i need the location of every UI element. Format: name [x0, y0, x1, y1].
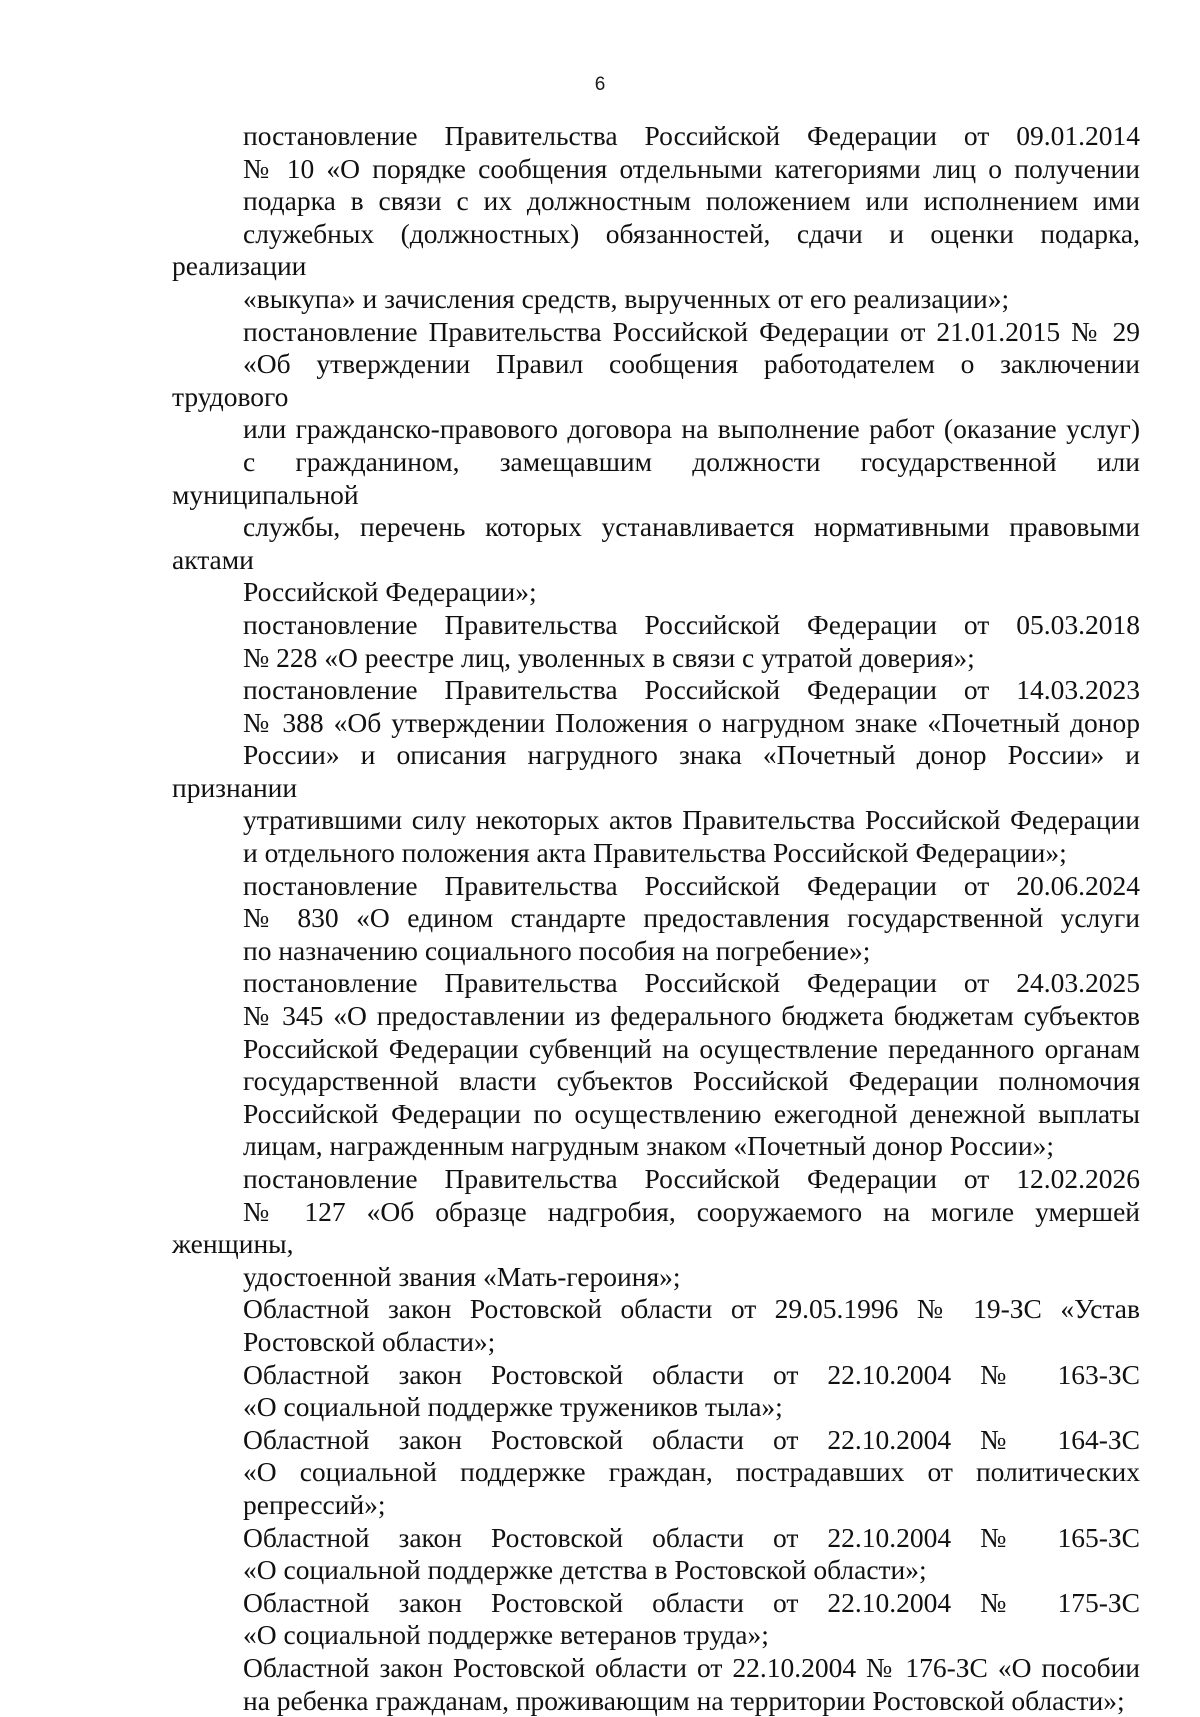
act-paragraph — [172, 120, 1140, 316]
paragraph-line: «О социальной поддержке тружеников тыла»; — [172, 1391, 1140, 1424]
paragraph-line: и отдельного положения акта Правительства Российской Федерации»; — [172, 837, 1140, 870]
paragraph-line: подарка в связи с их должностным положением или исполнением ими — [172, 185, 1140, 218]
paragraph-line: по назначению социального пособия на погребение»; — [172, 935, 1140, 968]
paragraph-line: государственной власти субъектов Российской Федерации полномочия — [172, 1065, 1140, 1098]
paragraph-line: удостоенной звания «Мать-героиня»; — [172, 1261, 1140, 1294]
paragraph-line: Российской Федерации субвенций на осуществление переданного органам — [172, 1033, 1140, 1066]
act-paragraph — [172, 609, 1140, 674]
paragraph-line: на ребенка гражданам, проживающим на территории Ростовской области»; — [172, 1685, 1140, 1717]
act-paragraph — [172, 1522, 1140, 1587]
paragraph-line: Ростовской области»; — [172, 1326, 1140, 1359]
paragraph-line: № 228 «О реестре лиц, уволенных в связи с утратой доверия»; — [172, 642, 1140, 675]
paragraph-line: Российской Федерации по осуществлению ежегодной денежной выплаты — [172, 1098, 1140, 1131]
paragraph-line: репрессий»; — [172, 1489, 1140, 1522]
paragraph-line: № 830 «О едином стандарте предоставления государственной услуги — [172, 902, 1140, 935]
act-paragraph — [172, 1587, 1140, 1652]
paragraph-line: служебных (должностных) обязанностей, сдачи и оценки подарка, реализации — [172, 218, 1140, 283]
paragraph-line: Областной закон Ростовской области от 22.10.2004 № 164-ЗС — [172, 1424, 1140, 1457]
page-number: 6 — [0, 74, 1200, 96]
paragraph-line: № 388 «Об утверждении Положения о нагрудном знаке «Почетный донор — [172, 707, 1140, 740]
document-body — [172, 120, 1140, 1717]
paragraph-line: Областной закон Ростовской области от 22.10.2004 № 163-ЗС — [172, 1359, 1140, 1392]
paragraph-line: лицам, награжденным нагрудным знаком «Почетный донор России»; — [172, 1130, 1140, 1163]
paragraph-line: России» и описания нагрудного знака «Почетный донор России» и признании — [172, 739, 1140, 804]
act-paragraph — [172, 316, 1140, 609]
paragraph-line: Областной закон Ростовской области от 22.10.2004 № 175-ЗС — [172, 1587, 1140, 1620]
paragraph-line: Российской Федерации»; — [172, 576, 1140, 609]
paragraph-line: постановление Правительства Российской Федерации от 12.02.2026 — [172, 1163, 1140, 1196]
paragraph-line: «Об утверждении Правил сообщения работодателем о заключении трудового — [172, 348, 1140, 413]
paragraph-line: постановление Правительства Российской Федерации от 20.06.2024 — [172, 870, 1140, 903]
paragraph-line: утратившими силу некоторых актов Правительства Российской Федерации — [172, 804, 1140, 837]
act-paragraph — [172, 967, 1140, 1163]
paragraph-line: или гражданско-правового договора на выполнение работ (оказание услуг) — [172, 413, 1140, 446]
paragraph-line: «О социальной поддержке детства в Ростовской области»; — [172, 1554, 1140, 1587]
act-paragraph — [172, 870, 1140, 968]
paragraph-line: Областной закон Ростовской области от 22.10.2004 № 176-ЗС «О пособии — [172, 1652, 1140, 1685]
paragraph-line: постановление Правительства Российской Федерации от 05.03.2018 — [172, 609, 1140, 642]
act-paragraph — [172, 1652, 1140, 1717]
act-paragraph — [172, 1424, 1140, 1522]
paragraph-line: № 10 «О порядке сообщения отдельными категориями лиц о получении — [172, 153, 1140, 186]
paragraph-line: постановление Правительства Российской Федерации от 24.03.2025 — [172, 967, 1140, 1000]
paragraph-line: № 345 «О предоставлении из федерального бюджета бюджетам субъектов — [172, 1000, 1140, 1033]
paragraph-line: Областной закон Ростовской области от 29.05.1996 № 19-ЗС «Устав — [172, 1293, 1140, 1326]
act-paragraph — [172, 1293, 1140, 1358]
paragraph-line: постановление Правительства Российской Федерации от 14.03.2023 — [172, 674, 1140, 707]
paragraph-line: «выкупа» и зачисления средств, вырученных от его реализации»; — [172, 283, 1140, 316]
paragraph-line: постановление Правительства Российской Федерации от 09.01.2014 — [172, 120, 1140, 153]
paragraph-line: «О социальной поддержке граждан, пострадавших от политических — [172, 1456, 1140, 1489]
paragraph-line: с гражданином, замещавшим должности государственной или муниципальной — [172, 446, 1140, 511]
paragraph-line: «О социальной поддержке ветеранов труда»; — [172, 1619, 1140, 1652]
act-paragraph — [172, 1163, 1140, 1293]
act-paragraph — [172, 674, 1140, 870]
paragraph-line: службы, перечень которых устанавливается нормативными правовыми актами — [172, 511, 1140, 576]
paragraph-line: № 127 «Об образце надгробия, сооружаемого на могиле умершей женщины, — [172, 1196, 1140, 1261]
paragraph-line: Областной закон Ростовской области от 22.10.2004 № 165-ЗС — [172, 1522, 1140, 1555]
paragraph-line: постановление Правительства Российской Федерации от 21.01.2015 № 29 — [172, 316, 1140, 349]
act-paragraph — [172, 1359, 1140, 1424]
